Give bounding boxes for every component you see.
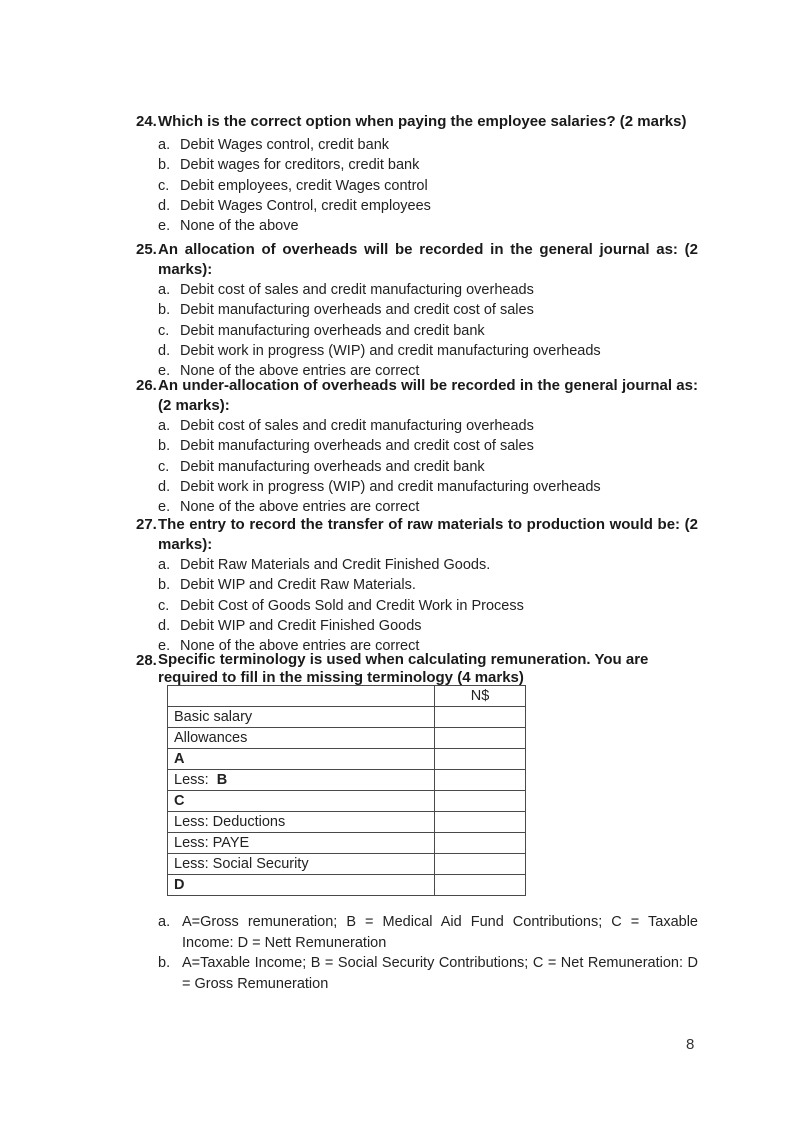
page-number: 8 <box>686 1036 695 1053</box>
option-text: Debit Raw Materials and Credit Finished Goods. <box>180 557 491 573</box>
row-value <box>435 770 526 791</box>
table-row <box>168 854 526 875</box>
option-text: Debit work in progress (WIP) and credit manufacturing overheads <box>180 478 601 495</box>
option-text: Debit manufacturing overheads and credit cost of sales <box>180 438 534 455</box>
remuneration-table <box>167 685 526 896</box>
option-text: Debit Cost of Goods Sold and Credit Work in Process <box>180 597 524 614</box>
row-value <box>435 854 526 875</box>
option-c <box>136 176 698 196</box>
row-label: Basic salary <box>168 707 435 728</box>
option-letter: d. <box>158 197 171 214</box>
question-28 <box>136 651 676 687</box>
options-list <box>136 135 698 236</box>
option-a <box>158 912 698 953</box>
option-letter: d. <box>158 342 171 359</box>
option-letter: a. <box>158 914 171 930</box>
table-header-row <box>168 686 526 707</box>
option-letter: c. <box>158 322 170 339</box>
option-letter: b. <box>158 302 171 319</box>
option-letter: b. <box>158 577 171 594</box>
table-row <box>168 770 526 791</box>
row-value <box>435 812 526 833</box>
option-text: Debit manufacturing overheads and credit cost of sales <box>180 302 534 319</box>
row-value <box>435 791 526 812</box>
question-number: 28. <box>136 652 157 669</box>
option-text: Debit manufacturing overheads and credit bank <box>180 458 485 475</box>
option-c <box>136 321 698 341</box>
options-list <box>136 416 698 517</box>
row-value <box>435 728 526 749</box>
option-text: Debit WIP and Credit Finished Goods <box>180 617 422 634</box>
option-a <box>136 555 698 575</box>
row-value <box>435 707 526 728</box>
option-text: Debit cost of sales and credit manufacturing overheads <box>180 418 534 434</box>
option-text: Debit WIP and Credit Raw Materials. <box>180 577 416 594</box>
row-value <box>435 875 526 896</box>
table-row <box>168 707 526 728</box>
question-number: 27. <box>136 516 157 533</box>
option-c <box>136 596 698 616</box>
row-value <box>435 833 526 854</box>
row-label: Less: Deductions <box>168 812 435 833</box>
option-letter: c. <box>158 177 170 194</box>
option-d <box>136 616 698 636</box>
option-letter: d. <box>158 617 171 634</box>
question-24 <box>136 112 698 236</box>
question-28-options <box>158 912 698 994</box>
question-text: Which is the correct option when paying the employee salaries? (2 marks) <box>158 113 687 130</box>
option-c <box>136 457 698 477</box>
question-number: 25. <box>136 241 157 258</box>
option-letter: e. <box>158 363 171 380</box>
option-b <box>136 155 698 175</box>
table-row <box>168 833 526 854</box>
question-text: An allocation of overheads will be recorded in the general journal as: (2 marks): <box>158 241 698 278</box>
option-b <box>136 575 698 595</box>
option-b <box>136 300 698 320</box>
option-text: Debit cost of sales and credit manufacturing overheads <box>180 282 534 298</box>
row-label-cell <box>168 770 435 791</box>
option-d <box>136 196 698 216</box>
option-a <box>136 280 698 300</box>
row-label: Less: Social Security <box>168 854 435 875</box>
table-header-cell: N$ <box>435 686 526 707</box>
option-text: None of the above <box>180 218 299 235</box>
question-text: An under-allocation of overheads will be recorded in the general journal as: (2 marks): <box>158 377 698 414</box>
option-text: None of the above entries are correct <box>180 499 420 516</box>
question-heading <box>136 376 698 416</box>
row-label: Allowances <box>168 728 435 749</box>
question-text: Specific terminology is used when calculating remuneration. You are required to fill in the missing terminology (4 marks) <box>158 651 649 686</box>
option-e <box>136 216 698 236</box>
option-letter: b. <box>158 157 171 174</box>
options-list <box>136 280 698 381</box>
option-letter: a. <box>158 282 171 298</box>
row-prefix: Less: <box>174 771 217 788</box>
option-letter: a. <box>158 418 171 434</box>
question-26 <box>136 376 698 517</box>
option-d <box>136 341 698 361</box>
option-text: None of the above entries are correct <box>180 363 420 380</box>
row-label: A <box>168 749 435 770</box>
question-heading <box>136 651 676 687</box>
option-text: Debit wages for creditors, credit bank <box>180 157 420 174</box>
option-text: Debit Wages control, credit bank <box>180 137 390 153</box>
option-letter: d. <box>158 478 171 495</box>
option-text: Debit manufacturing overheads and credit bank <box>180 322 485 339</box>
option-b <box>136 436 698 456</box>
table-row <box>168 875 526 896</box>
option-text: A=Gross remuneration; B = Medical Aid Fund Contributions; C = Taxable Income: D = Nett Remuneration <box>182 914 698 951</box>
option-letter: e. <box>158 638 171 655</box>
option-text: None of the above entries are correct <box>180 638 420 655</box>
option-text: A=Taxable Income; B = Social Security Contributions; C = Net Remuneration: D = Gross Remuneration <box>182 955 698 992</box>
option-b <box>158 953 698 994</box>
row-label: Less: PAYE <box>168 833 435 854</box>
row-label: C <box>168 791 435 812</box>
table-row <box>168 791 526 812</box>
table-row <box>168 749 526 770</box>
question-number: 24. <box>136 113 157 130</box>
option-d <box>136 477 698 497</box>
question-heading <box>136 515 698 555</box>
row-label: D <box>168 875 435 896</box>
option-a <box>136 416 698 436</box>
option-letter: c. <box>158 597 170 614</box>
question-text: The entry to record the transfer of raw materials to production would be: (2 marks): <box>158 516 698 553</box>
option-letter: b. <box>158 438 171 455</box>
option-letter: e. <box>158 499 171 516</box>
question-heading <box>136 112 698 132</box>
option-letter: c. <box>158 458 170 475</box>
options-list <box>136 555 698 656</box>
option-a <box>136 135 698 155</box>
question-25 <box>136 240 698 381</box>
table-row <box>168 812 526 833</box>
question-27 <box>136 515 698 656</box>
row-label: B <box>216 771 228 788</box>
option-letter: e. <box>158 218 171 235</box>
option-text: Debit Wages Control, credit employees <box>180 197 431 214</box>
option-letter: a. <box>158 557 171 573</box>
table-header-cell <box>168 686 435 707</box>
question-heading <box>136 240 698 280</box>
option-text: Debit work in progress (WIP) and credit manufacturing overheads <box>180 342 601 359</box>
option-text: Debit employees, credit Wages control <box>180 177 428 194</box>
option-letter: b. <box>158 955 171 971</box>
row-value <box>435 749 526 770</box>
table-row <box>168 728 526 749</box>
question-number: 26. <box>136 377 157 394</box>
option-letter: a. <box>158 137 171 153</box>
